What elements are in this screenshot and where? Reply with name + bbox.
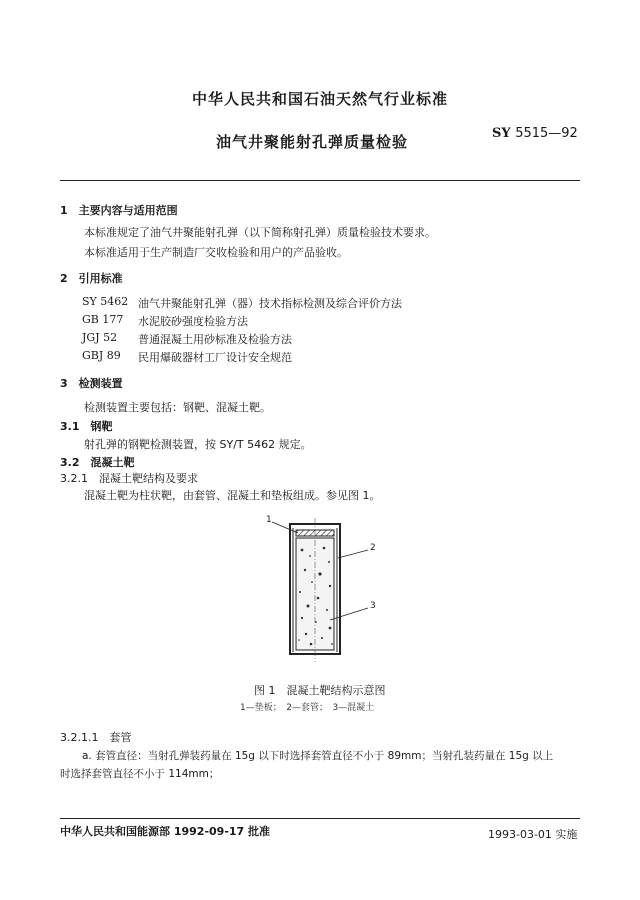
approval-line: 中华人民共和国能源部 1992-09-17 批准 [60, 825, 271, 838]
ref-code: GB 177 [82, 313, 124, 326]
standard-code-number: 5515—92 [515, 126, 578, 141]
ref-title: 水泥胶砂强度检验方法 [138, 315, 248, 328]
figure-caption: 图 1 混凝土靶结构示意图 [254, 684, 386, 697]
section-3-1-heading: 3.1 钢靶 [60, 420, 113, 433]
footer-divider [60, 818, 580, 819]
standard-title: 油气井聚能射孔弹质量检验 [216, 133, 409, 151]
leader-line-3 [330, 608, 368, 620]
ref-title: 普通混凝土用砂标准及检验方法 [138, 333, 292, 346]
section-3-2-1-1-heading: 3.2.1.1 套管 [60, 731, 132, 744]
section-2-heading: 2 引用标准 [60, 272, 123, 285]
figure-label-2: 2 [370, 543, 376, 553]
section-1-para-1: 本标准规定了油气井聚能射孔弹（以下简称射孔弹）质量检验技术要求。 [84, 226, 436, 239]
header-divider [60, 180, 580, 181]
section-3-2-1-para-1: 混凝土靶为柱状靶，由套管、混凝土和垫板组成。参见图 1。 [84, 489, 381, 502]
section-3-heading: 3 检测装置 [60, 377, 123, 390]
section-3-1-para-1: 射孔弹的钢靶检测装置，按 SY/T 5462 规定。 [84, 438, 312, 451]
figure-label-1: 1 [266, 515, 272, 525]
ref-code: JGJ 52 [82, 331, 118, 344]
ref-title: 民用爆破器材工厂设计安全规范 [138, 351, 292, 364]
leader-line-2 [338, 550, 368, 558]
item-a-line-2: 时选择套管直径不小于 114mm； [60, 768, 220, 780]
standard-code [492, 126, 578, 141]
figure-1-diagram [250, 510, 400, 670]
section-3-2-heading: 3.2 混凝土靶 [60, 456, 135, 469]
section-1-para-2: 本标准适用于生产制造厂交收检验和用户的产品验收。 [84, 246, 348, 259]
ref-title: 油气井聚能射孔弹（器）技术指标检测及综合评价方法 [138, 297, 402, 310]
section-1-heading: 1 主要内容与适用范围 [60, 204, 178, 217]
figure-label-3: 3 [370, 601, 376, 611]
standard-code-prefix: SY [492, 126, 511, 141]
section-3-2-1-heading: 3.2.1 混凝土靶结构及要求 [60, 472, 198, 485]
ref-code: SY 5462 [82, 295, 129, 308]
section-3-para-1: 检测装置主要包括：钢靶、混凝土靶。 [84, 401, 271, 414]
ref-code: GBJ 89 [82, 349, 121, 362]
figure-legend: 1—垫板； 2—套管； 3—混凝土 [240, 703, 375, 713]
implementation-date: 1993-03-01 实施 [488, 828, 578, 841]
industry-title: 中华人民共和国石油天然气行业标准 [191, 90, 448, 108]
item-a-line-1: a. 套管直径：当射孔弹装药量在 15g 以下时选择套管直径不小于 89mm；当射孔装药量在 15g 以上 [82, 750, 554, 762]
